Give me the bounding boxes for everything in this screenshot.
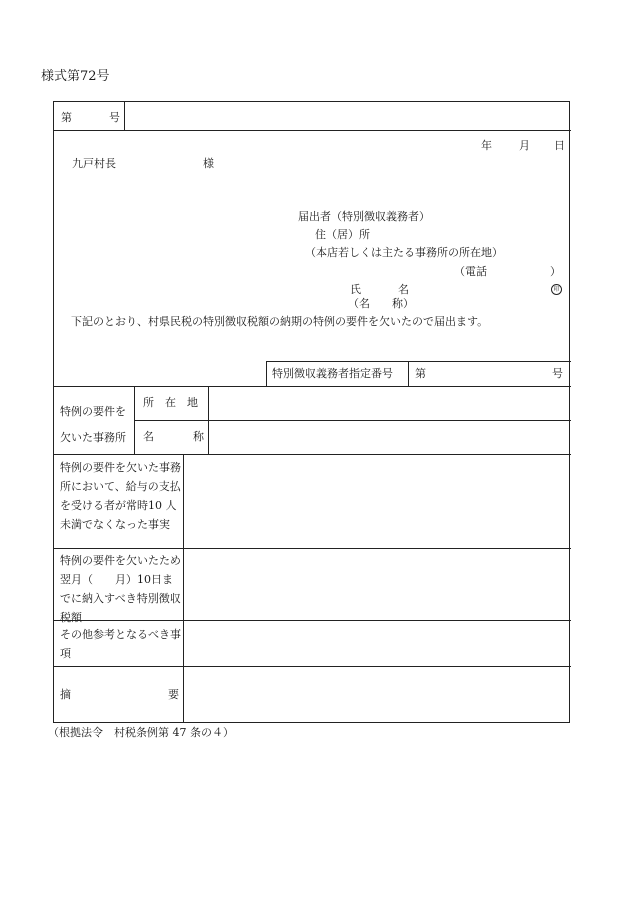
notifier-phone-open: （電話 [454,265,487,278]
office-label-line1: 特例の要件を [60,405,126,418]
statement-text: 下記のとおり、村県民税の特別徴収税額の納期の特例の要件を欠いたので届出ます。 [71,315,489,328]
fact-label: 特例の要件を欠いた事務所において、給与の支払を受ける者が常時10 人未満でなくなった事実 [60,461,181,531]
date-year: 年 [481,139,492,152]
divider [134,420,571,421]
addressee-name: 九戸村長 [72,157,116,170]
divider [134,386,135,454]
office-location-label: 所 在 地 [143,396,198,409]
divider [266,361,267,386]
addressee-honorific: 様 [203,157,214,170]
notifier-name-label-2: 名 [398,283,409,296]
notifier-address-note: （本店若しくは主たる事務所の所在地） [305,246,503,259]
divider [208,386,209,454]
divider [408,361,409,386]
legal-basis-note: （根拠法令 村税条例第 47 条の４） [48,726,234,739]
notifier-name-alt-label: （名 称） [348,297,414,310]
divider [54,548,571,549]
form-number-title: 様式第72号 [41,69,110,84]
date-day: 日 [554,139,565,152]
notifier-address-label: 住（居）所 [315,228,370,241]
date-month: 月 [519,139,530,152]
office-label-line2: 欠いた事務所 [60,431,126,444]
other-notes-label: その他参考となるべき事項 [60,628,181,660]
divider [124,102,125,130]
number-suffix: 号 [109,111,120,124]
designation-label: 特別徴収義務者指定番号 [272,367,393,380]
designation-suffix: 号 [552,367,563,380]
notification-form [53,101,570,723]
divider [54,130,571,131]
notifier-name-label-1: 氏 [350,283,361,296]
divider [266,361,571,362]
divider [183,454,184,723]
office-name-label-1: 名 [143,430,154,443]
divider [54,386,571,387]
summary-label-2: 要 [168,688,179,701]
divider [54,454,571,455]
office-name-label-2: 称 [193,430,204,443]
seal-icon: 印 [551,284,562,295]
notifier-phone-close: ） [550,265,561,278]
divider [54,666,571,667]
number-prefix: 第 [61,111,72,124]
summary-label-1: 摘 [60,688,71,701]
notifier-label: 届出者（特別徴収義務者） [298,210,430,223]
designation-prefix: 第 [415,367,426,380]
tax-amount-label: 特例の要件を欠いたため翌月（ 月）10日までに納入すべき特別徴収税額 [60,554,181,624]
